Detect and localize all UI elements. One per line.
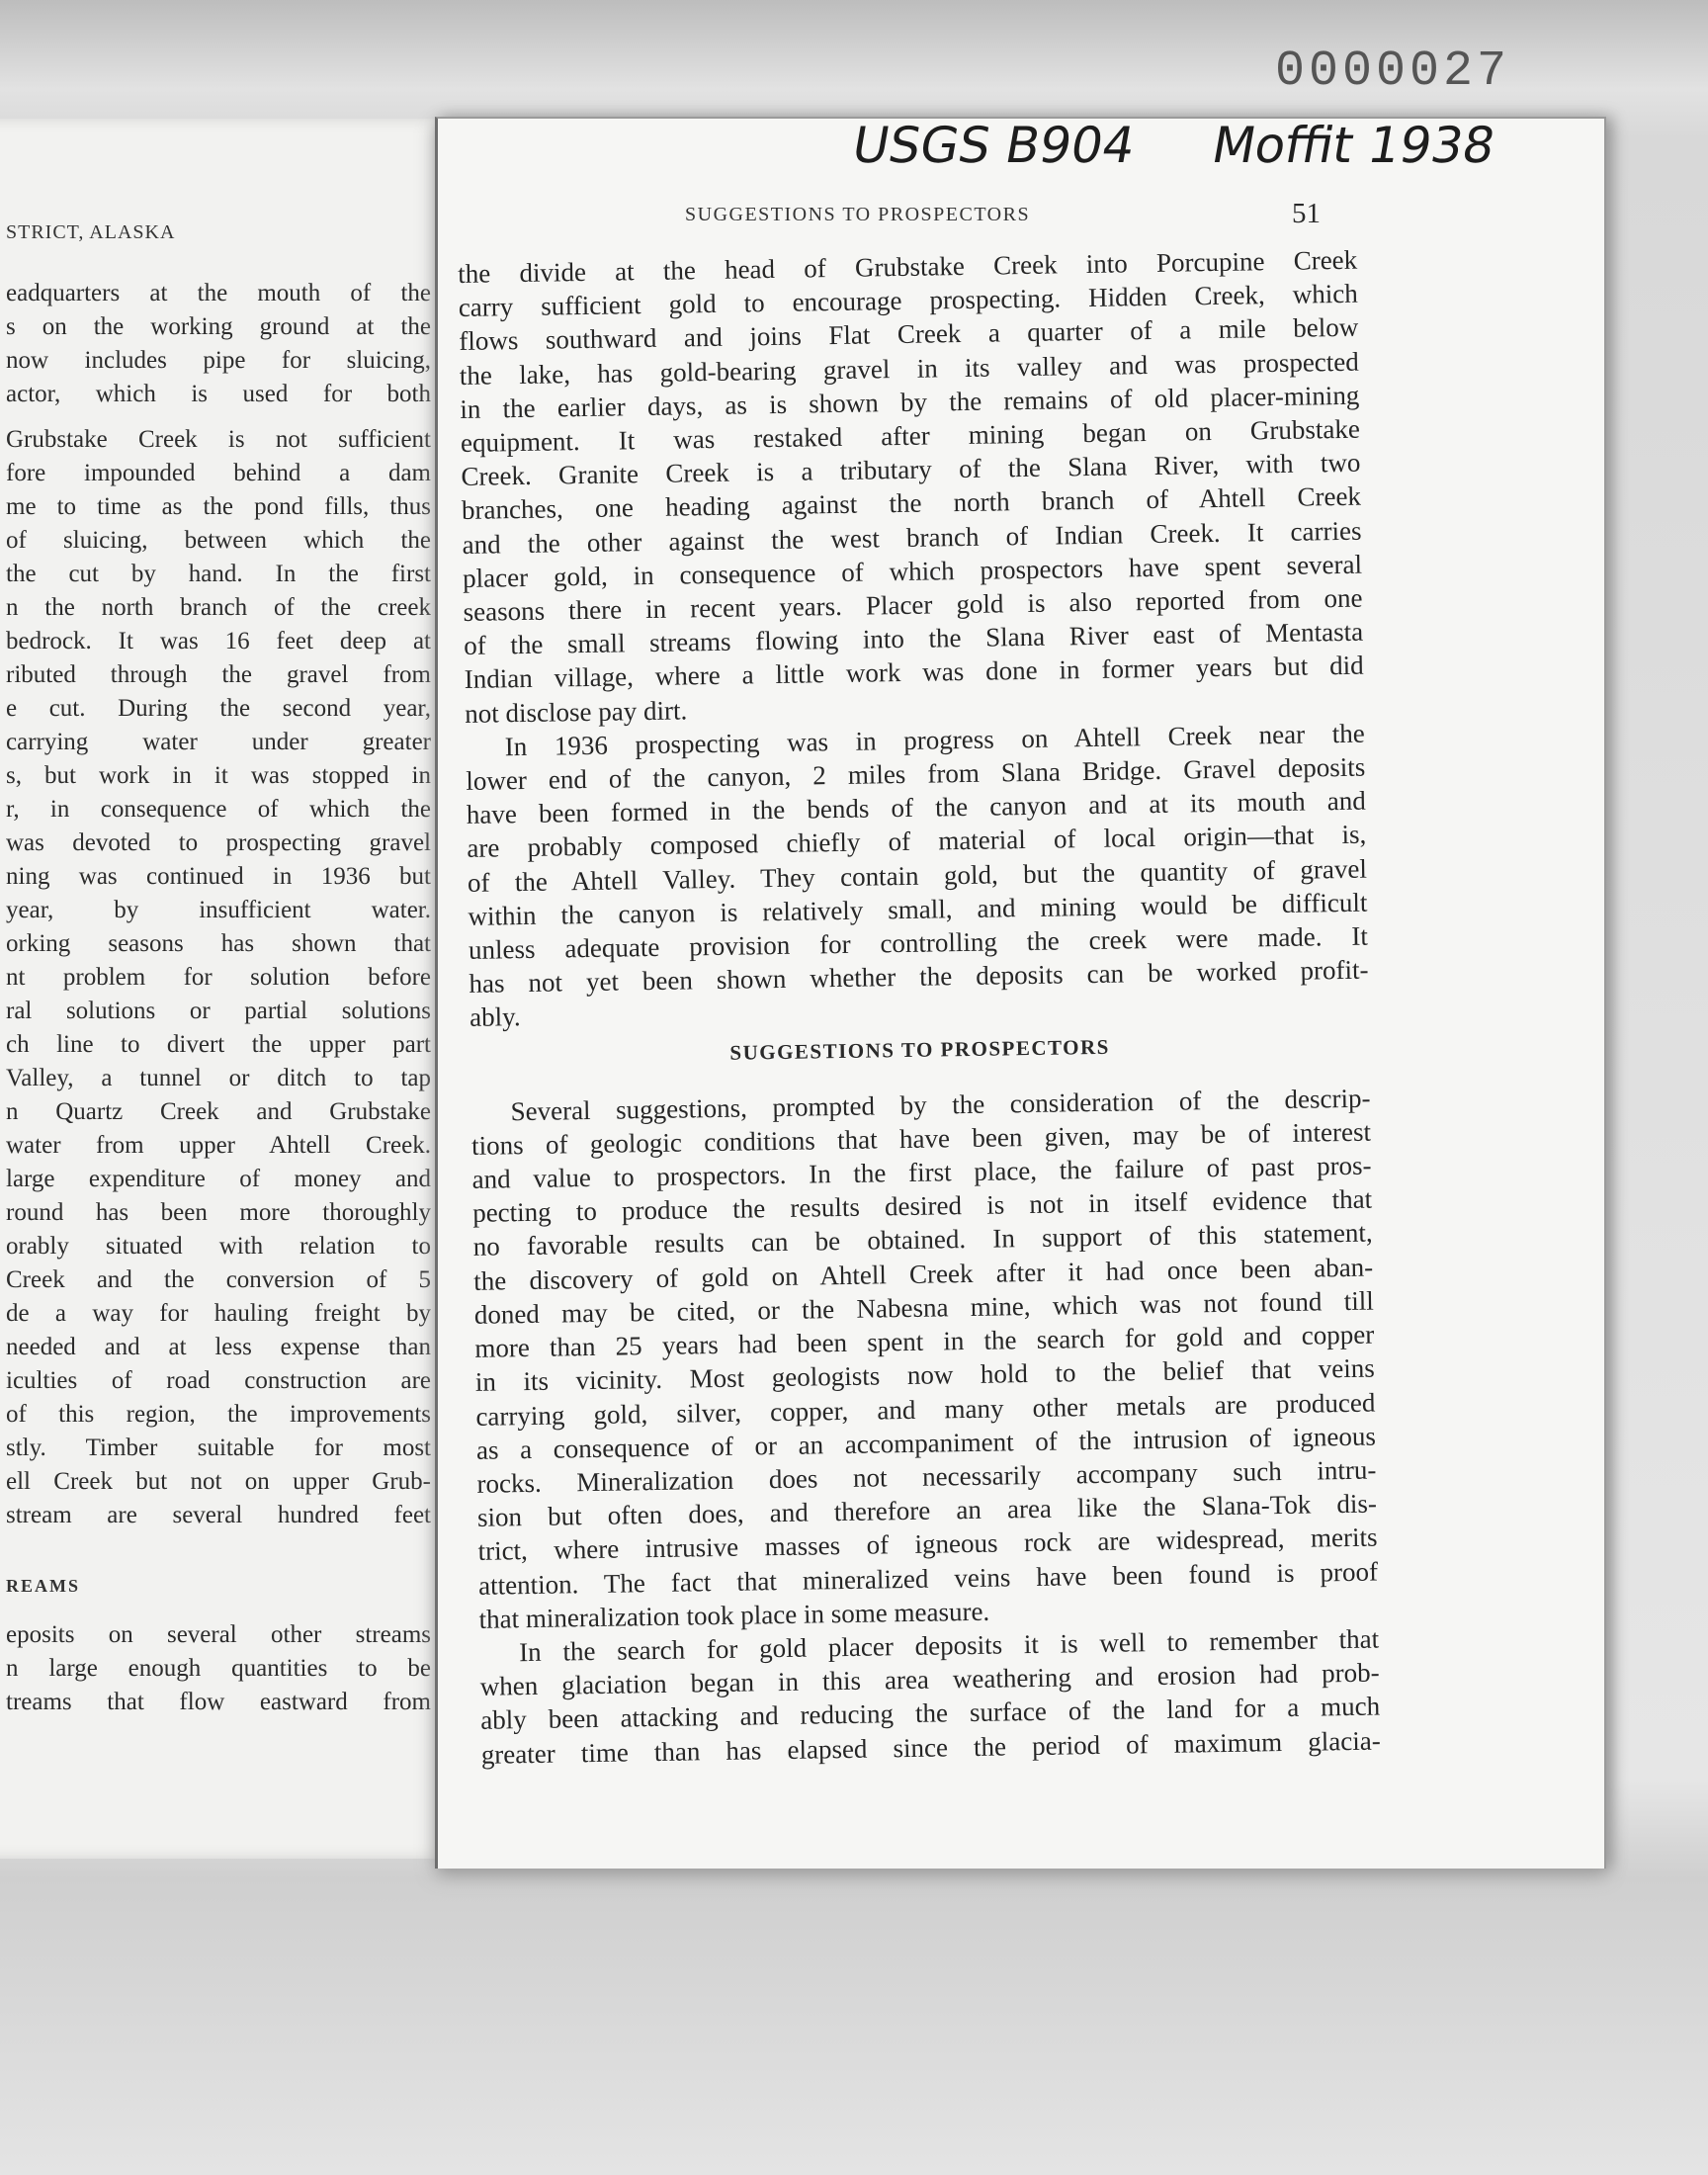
left-page (0, 119, 465, 1859)
text-line: equipment. It was restaked after mining began on Grubstake (460, 413, 1361, 458)
left-text-line: iculties of road construction are (6, 1367, 431, 1394)
text-line: the divide at the head of Grubstake Creek into Porcupine Creek (458, 244, 1358, 289)
right-page (435, 117, 1606, 1869)
left-text-line: n large enough quantities to be (6, 1655, 431, 1682)
left-text-line: r, in consequence of which the (6, 796, 431, 823)
text-line: the discovery of gold on Ahtell Creek after it had once been aban- (473, 1252, 1374, 1296)
left-text-line: eposits on several other streams (6, 1621, 431, 1648)
text-line: lower end of the canyon, 2 miles from Slana Bridge. Gravel deposits (466, 751, 1366, 796)
left-text-line: orably situated with relation to (6, 1233, 431, 1260)
left-text-line: stream are several hundred feet (6, 1502, 431, 1528)
text-line: carrying gold, silver, copper, and many other metals are produced (475, 1387, 1376, 1432)
text-line: in its vicinity. Most geologists now hold to the belief that veins (474, 1352, 1376, 1398)
paragraph-1 (458, 243, 1364, 731)
left-text-line: ral solutions or partial solutions (6, 998, 431, 1024)
left-text-line: of sluicing, between which the (6, 527, 431, 554)
text-line: In 1936 prospecting was in progress on Ahtell Creek near the (504, 718, 1365, 762)
left-text-line: ell Creek but not on upper Grub- (6, 1468, 431, 1495)
text-line: that mineralization took place in some measure. (478, 1596, 990, 1634)
left-text-line: stly. Timber suitable for most (6, 1435, 431, 1461)
paragraph-4 (479, 1621, 1381, 1771)
left-section-heading: REAMS (6, 1576, 81, 1596)
left-text-line: now includes pipe for sluicing, (6, 347, 431, 374)
text-line: ably been attacking and reducing the surface of the land for a much (480, 1691, 1381, 1736)
left-text-line: Grubstake Creek is not sufficient (6, 426, 431, 453)
text-line: flows southward and joins Flat Creek a quarter of a mile below (459, 312, 1359, 357)
text-line: and the other against the west branch of Indian Creek. It carries (462, 515, 1362, 560)
left-text-line: actor, which is used for both (6, 381, 431, 407)
left-text-line: e cut. During the second year, (6, 695, 431, 722)
text-line: as a consequence of or an accompaniment of the intrusion of igneous (475, 1421, 1377, 1465)
left-text-line: Creek and the conversion of 5 (6, 1266, 431, 1293)
left-text-line: of this region, the improvements (6, 1401, 431, 1428)
left-text-line: needed and at less expense than (6, 1334, 431, 1360)
text-line: rocks. Mineralization does not necessarily accompany such intru- (476, 1454, 1377, 1499)
text-line: trict, where intrusive masses of igneous rock are widespread, merits (477, 1522, 1378, 1567)
text-line: in the earlier days, as is shown by the remains of old placer-mining (460, 380, 1360, 424)
left-text-line: n Quartz Creek and Grubstake (6, 1098, 431, 1125)
section-heading: SUGGESTIONS TO PROSPECTORS (729, 1034, 1111, 1065)
left-text-line: large expenditure of money and (6, 1166, 431, 1192)
text-line: pecting to produce the results desired is not in itself evidence that (471, 1183, 1373, 1229)
left-text-line: nt problem for solution before (6, 964, 431, 991)
text-line: Creek. Granite Creek is a tributary of the Slana River, with two (461, 447, 1361, 492)
left-text-line: n the north branch of the creek (6, 594, 431, 621)
text-line: greater time than has elapsed since the period of maximum glacia- (480, 1725, 1381, 1770)
left-text-line: water from upper Ahtell Creek. (6, 1132, 431, 1159)
text-line: more than 25 years had been spent in the search for gold and copper (474, 1319, 1375, 1363)
paragraph-gap (6, 411, 431, 423)
text-line: attention. The fact that mineralized veins have been found is proof (477, 1556, 1379, 1601)
handwritten-annotation-usgs: USGS B904 (847, 117, 1140, 174)
text-line: of the Ahtell Valley. They contain gold, but the quantity of gravel (467, 853, 1368, 898)
text-line: In the search for gold placer deposits it is well to remember that (518, 1623, 1380, 1668)
text-line: seasons there in recent years. Placer gold is also reported from one (463, 582, 1363, 627)
text-line: Indian village, where a little work was done in former years but did (464, 651, 1364, 695)
left-text-line: round has been more thoroughly (6, 1199, 431, 1226)
text-line: have been formed in the bends of the canyon and at its mouth and (466, 785, 1366, 830)
text-line: no favorable results can be obtained. In support of this statement, (472, 1218, 1373, 1262)
left-text-line: fore impounded behind a dam (6, 460, 431, 486)
left-text-line: the cut by hand. In the first (6, 561, 431, 587)
frame-number: 0000027 (1275, 44, 1511, 100)
text-line: sion but often does, and therefore an area like the Slana-Tok dis- (476, 1488, 1378, 1532)
text-line: branches, one heading against the north branch of Ahtell Creek (461, 481, 1362, 526)
left-text-line: Valley, a tunnel or ditch to tap (6, 1065, 431, 1091)
left-text-line: s, but work in it was stopped in (6, 762, 431, 789)
left-text-line: year, by insufficient water. (6, 897, 431, 923)
text-line: are probably composed chiefly of material of local origin—that is, (467, 820, 1367, 864)
paragraph-3 (470, 1081, 1378, 1635)
left-text-line: de a way for hauling freight by (6, 1300, 431, 1327)
paragraph-2 (466, 716, 1370, 1034)
text-line: Several suggestions, prompted by the consideration of the descrip- (510, 1083, 1371, 1126)
text-line: not disclose pay dirt. (465, 695, 688, 729)
page-number: 51 (1292, 198, 1321, 229)
left-text-line: was devoted to prospecting gravel (6, 829, 431, 856)
text-line: placer gold, in consequence of which prospectors have spent several (462, 549, 1363, 593)
text-line: within the canyon is relatively small, and mining would be difficult (468, 887, 1368, 931)
body-text (458, 243, 1381, 1772)
text-line: unless adequate provision for controlling the creek were made. It (468, 920, 1369, 965)
text-line: has not yet been shown whether the deposits can be worked profit- (469, 954, 1369, 1000)
left-text-line: ributed through the gravel from (6, 661, 431, 688)
left-text-line: ning was continued in 1936 but (6, 863, 431, 890)
left-text-line: eadquarters at the mouth of the (6, 280, 431, 306)
left-text-line: me to time as the pond fills, thus (6, 493, 431, 520)
left-text-line: bedrock. It was 16 feet deep at (6, 628, 431, 654)
left-page-body (6, 277, 431, 1719)
text-line: the lake, has gold-bearing gravel in its valley and was prospected (459, 346, 1360, 391)
text-line: of the small streams flowing into the Slana River east of Mentasta (463, 616, 1364, 661)
text-line: tions of geologic conditions that have been given, may be of interest (470, 1116, 1372, 1161)
text-line: ably. (469, 1001, 521, 1033)
left-text-line: orking seasons has shown that (6, 930, 431, 957)
text-line: when glaciation began in this area weathering and erosion had prob- (479, 1657, 1380, 1701)
text-line: carry sufficient gold to encourage prospecting. Hidden Creek, which (458, 278, 1358, 323)
left-page-header: STRICT, ALASKA (6, 221, 176, 243)
running-head: SUGGESTIONS TO PROSPECTORS (685, 204, 1031, 225)
text-line: doned may be cited, or the Nabesna mine, which was not found till (473, 1285, 1374, 1330)
handwritten-annotation-author: Moffit 1938 (1207, 117, 1499, 174)
left-text-line: carrying water under greater (6, 729, 431, 755)
left-text-line: ch line to divert the upper part (6, 1031, 431, 1058)
left-text-line: treams that flow eastward from (6, 1689, 431, 1715)
left-text-line: s on the working ground at the (6, 313, 431, 340)
text-line: and value to prospectors. In the first place, the failure of past pros- (471, 1150, 1372, 1194)
